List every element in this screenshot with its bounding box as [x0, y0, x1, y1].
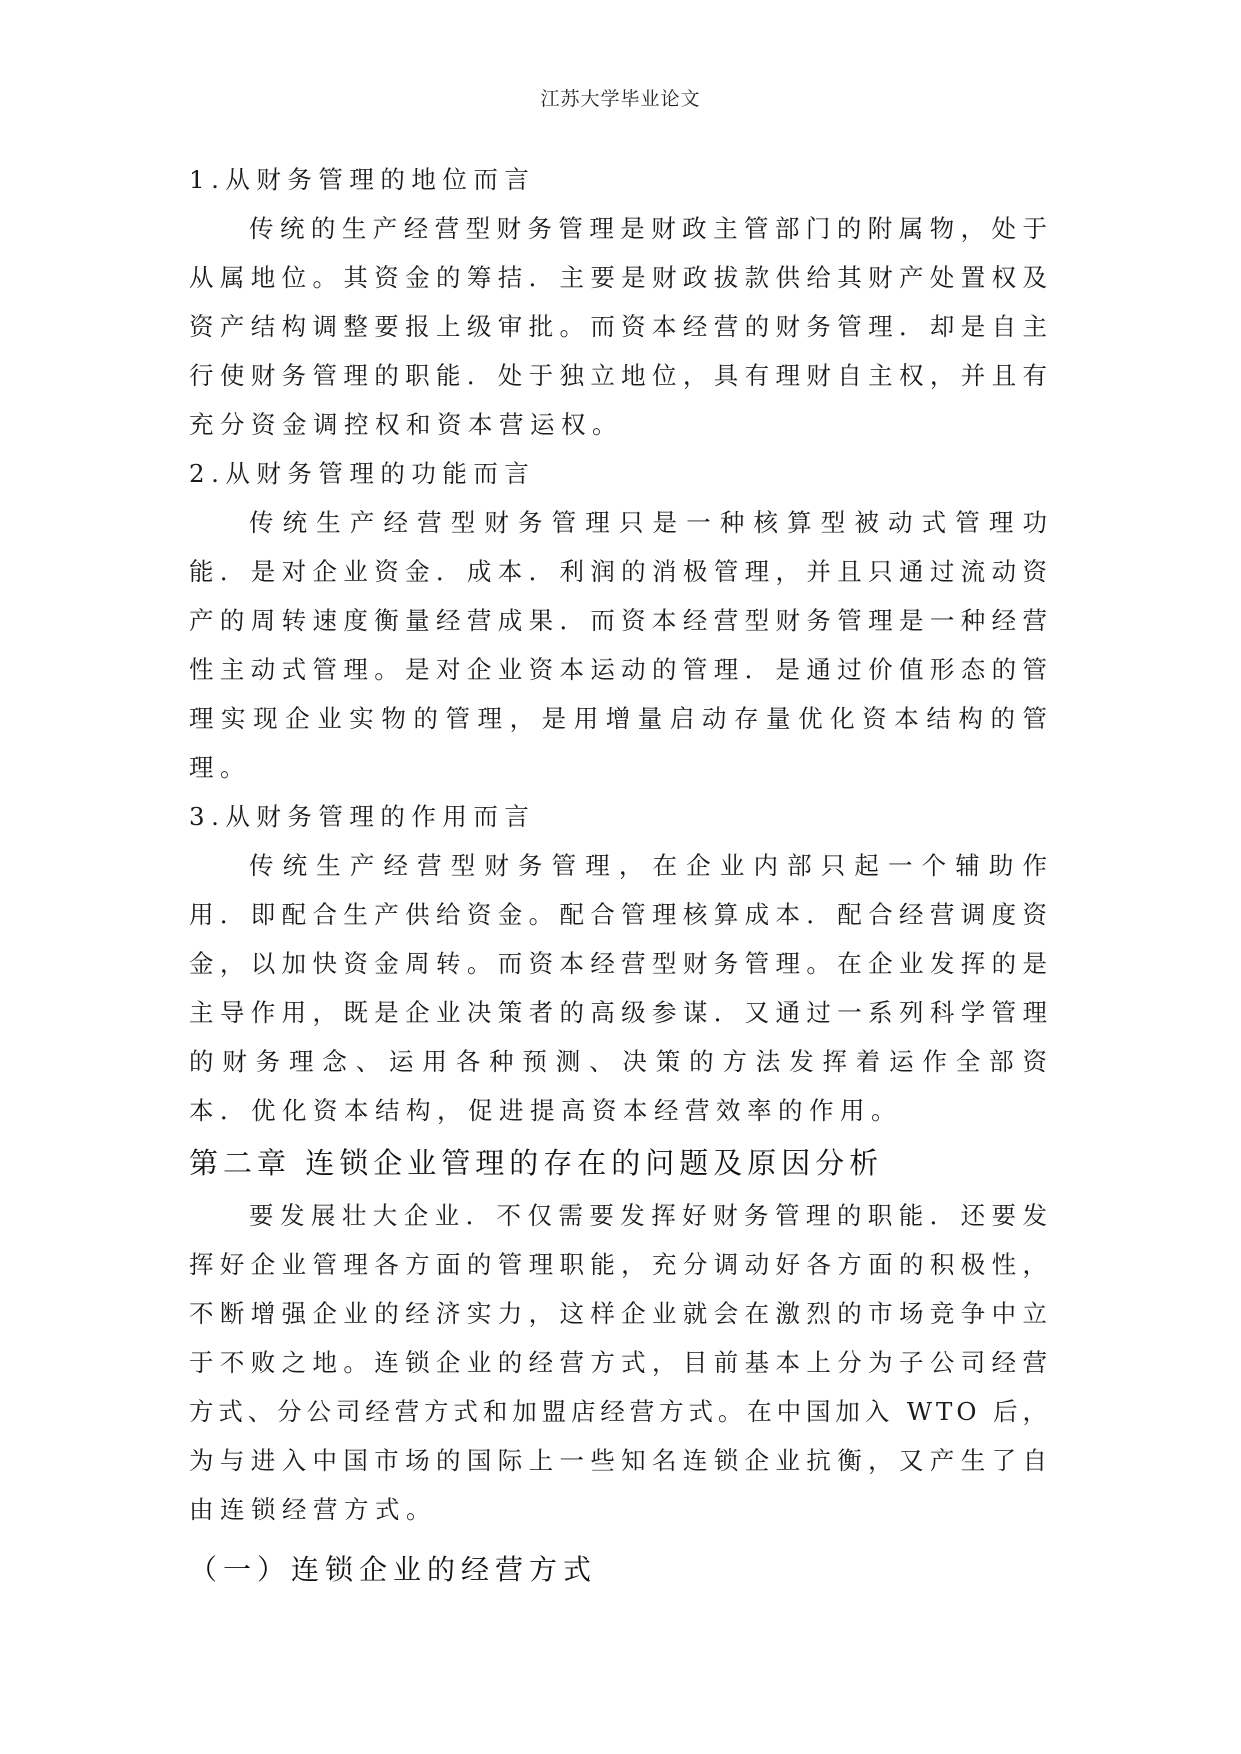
- paragraph-line: 主导作用，既是企业决策者的高级参谋．又通过一系列科学管理: [189, 998, 1051, 1027]
- paragraph-line: 资产结构调整要报上级审批。而资本经营的财务管理．却是自主: [189, 312, 1051, 341]
- paragraph-line: 要发展壮大企业．不仅需要发挥好财务管理的职能．还要发: [249, 1201, 1051, 1230]
- paragraph-line: 用．即配合生产供给资金。配合管理核算成本．配合经营调度资: [189, 900, 1051, 929]
- paragraph-line: 产的周转速度衡量经营成果．而资本经营型财务管理是一种经营: [189, 606, 1051, 635]
- paragraph-line: 传统生产经营型财务管理只是一种核算型被动式管理功: [249, 508, 1051, 537]
- subsection-title: （一）连锁企业的经营方式: [189, 1553, 598, 1586]
- paragraph-line: 于不败之地。连锁企业的经营方式，目前基本上分为子公司经营: [189, 1348, 1051, 1377]
- paragraph-line: 由连锁经营方式。: [189, 1495, 437, 1524]
- paragraph-line: 为与进入中国市场的国际上一些知名连锁企业抗衡，又产生了自: [189, 1446, 1051, 1475]
- chapter-title: 第二章 连锁企业管理的存在的问题及原因分析: [189, 1146, 884, 1180]
- paragraph-line: 行使财务管理的职能．处于独立地位，具有理财自主权，并且有: [189, 361, 1051, 390]
- paragraph-line: 理实现企业实物的管理，是用增量启动存量优化资本结构的管: [189, 704, 1051, 733]
- paragraph-line: 从属地位。其资金的筹拮．主要是财政拔款供给其财产处置权及: [189, 263, 1051, 292]
- paragraph-line: 挥好企业管理各方面的管理职能，充分调动好各方面的积极性，: [189, 1250, 1051, 1279]
- paragraph-line: 性主动式管理。是对企业资本运动的管理．是通过价值形态的管: [189, 655, 1051, 684]
- paragraph-line: 能．是对企业资金．成本．利润的消极管理，并且只通过流动资: [189, 557, 1051, 586]
- section-title-1: 1.从财务管理的地位而言: [189, 165, 536, 194]
- document-body: [189, 155, 1051, 1600]
- section-title-2: 2.从财务管理的功能而言: [189, 459, 536, 488]
- paragraph-line: 金，以加快资金周转。而资本经营型财务管理。在企业发挥的是: [189, 949, 1051, 978]
- paragraph-line: 传统生产经营型财务管理，在企业内部只起一个辅助作: [249, 851, 1051, 880]
- page-header: 江苏大学毕业论文: [540, 88, 701, 110]
- paragraph-line: 充分资金调控权和资本营运权。: [189, 410, 623, 439]
- paragraph-line: 传统的生产经营型财务管理是财政主管部门的附属物，处于: [249, 214, 1051, 243]
- paragraph-line: 理。: [189, 753, 251, 782]
- paragraph-line: 方式、分公司经营方式和加盟店经营方式。在中国加入 WTO 后，: [189, 1397, 1051, 1426]
- section-title-3: 3.从财务管理的作用而言: [189, 802, 536, 831]
- paragraph-line: 的财务理念、运用各种预测、决策的方法发挥着运作全部资: [189, 1047, 1051, 1076]
- paragraph-line: 不断增强企业的经济实力，这样企业就会在激烈的市场竞争中立: [189, 1299, 1051, 1328]
- paragraph-line: 本．优化资本结构，促进提高资本经营效率的作用。: [189, 1096, 902, 1125]
